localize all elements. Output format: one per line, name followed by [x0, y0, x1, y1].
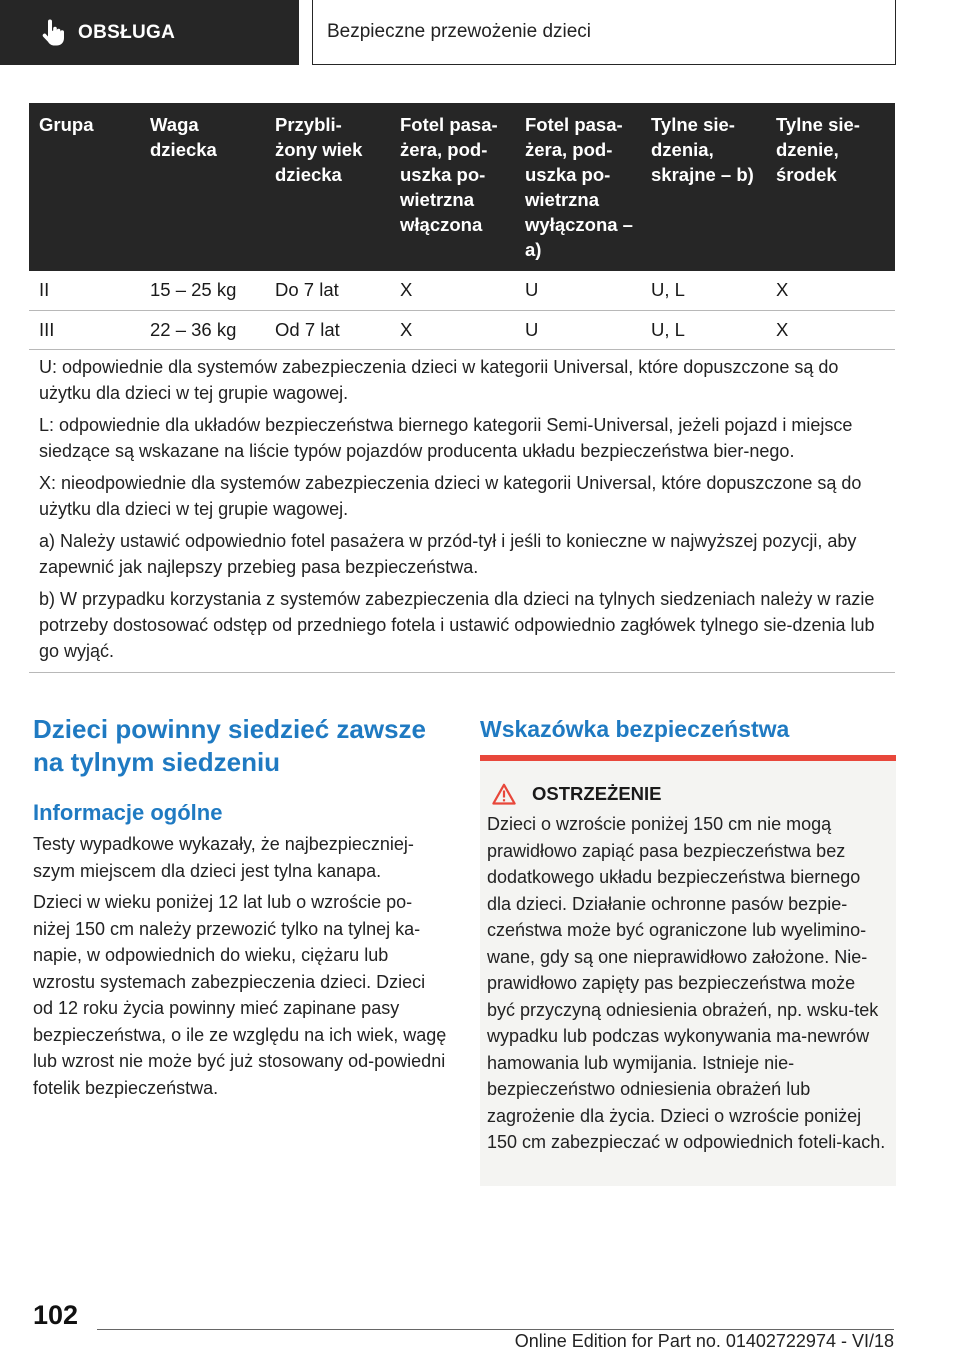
col-header-age: Przybli-żony wiek dziecka [265, 103, 390, 271]
hand-pointer-icon [40, 19, 66, 47]
table-cell: U, L [641, 310, 766, 349]
table-row [29, 271, 895, 310]
note-l: L: odpowiednie dla układów bezpieczeństwa biernego kategorii Semi-Universal, jeżeli pojazd i miejsce siedzące są wskazane na liście typów pojazdów producenta układu bezpieczeństwa bier-nego. [39, 415, 853, 461]
warning-text: Dzieci o wzroście poniżej 150 cm nie mogą prawidłowo zapiąć pasa bezpieczeństwa bez dodatkowego układu bezpieczeństwa biernego dla dzieci. Działanie ochronne pasów bezpie-czeństwa może być ograniczone lub wyelimino-wane, gdy są one nieprawidłowo założone. Nie-prawidłowo zapięty pas bezpieczeństwa może być przyczyną odniesienia obrażeń, np. wsku-tek wypadku lub podczas wykonywania ma-newrów hamowania lub wymijania. Istnieje nie-bezpieczeństwo odniesienia obrażeń lub zagrożenie dla życia. Dzieci o wzroście poniżej 150 cm zabezpieczać w odpowiednich foteli-kach. [487, 814, 886, 1152]
col-header-front-airbag-on: Fotel pasa-żera, pod-uszka po-wietrzna włączona [390, 103, 515, 271]
section-title: OBSŁUGA [78, 21, 176, 43]
table-cell: X [766, 271, 895, 310]
table-cell: X [390, 271, 515, 310]
section-tab[interactable] [0, 0, 299, 65]
table-cell: 22 – 36 kg [140, 310, 265, 349]
col-header-rear-outer: Tylne sie-dzenia, skrajne – b) [641, 103, 766, 271]
table-cell: U, L [641, 271, 766, 310]
note-x: X: nieodpowiednie dla systemów zabezpieczenia dzieci w kategorii Universal, które dopuszczone są do użytku dla dzieci w tej grupie wagowej. [39, 473, 862, 519]
right-column [480, 713, 896, 1186]
edition-note: Online Edition for Part no. 01402722974 - VI/18 [514, 1331, 894, 1351]
body-paragraph: Dzieci w wieku poniżej 12 lat lub o wzroście po-niżej 150 cm należy przewozić tylko na tylnej ka-napie, w odpowiednich do wieku, ciężaru lub wzrostu systemach zabezpieczenia dzieci. Dzieci od 12 roku życia powinny mieć zapinane pasy bezpieczeństwa, o ile ze względu na ich wiek, wagę lub wzrost nie może być już stosowany od-powiedni fotelik bezpieczeństwa. [33, 892, 447, 1098]
safety-heading: Wskazówka bezpieczeństwa [480, 716, 790, 742]
left-column [33, 713, 447, 1106]
table-notes [29, 348, 895, 673]
warning-title: OSTRZEŻENIE [532, 783, 662, 804]
table-cell: Od 7 lat [265, 310, 390, 349]
chapter-title: Bezpieczne przewożenie dzieci [312, 0, 896, 65]
table-cell: 15 – 25 kg [140, 271, 265, 310]
table-cell: X [766, 310, 895, 349]
col-header-rear-middle: Tylne sie-dzenie, środek [766, 103, 895, 271]
note-a: a) Należy ustawić odpowiednio fotel pasażera w przód-tył i jeśli to konieczne w najwyższej pozycji, aby zapewnić jak najlepszy przebieg pasa bezpieczeństwa. [39, 531, 857, 577]
table-cell: III [29, 310, 140, 349]
col-header-front-airbag-off: Fotel pasa-żera, pod-uszka po-wietrzna wyłączona – a) [515, 103, 641, 271]
table-cell: Do 7 lat [265, 271, 390, 310]
subsection-heading: Informacje ogólne [33, 800, 223, 825]
child-seat-table [29, 103, 895, 350]
table-cell: U [515, 310, 641, 349]
body-paragraph: Testy wypadkowe wykazały, że najbezpieczniej-szym miejscem dla dzieci jest tylna kanapa. [33, 834, 414, 881]
warning-triangle-icon [492, 783, 516, 805]
table-header-row [29, 103, 895, 271]
col-header-group: Grupa [29, 103, 140, 271]
footer-divider [97, 1329, 894, 1330]
page-number: 102 [33, 1300, 79, 1330]
col-header-weight: Waga dziecka [140, 103, 265, 271]
table-row [29, 310, 895, 349]
table-cell: X [390, 310, 515, 349]
warning-box [480, 761, 896, 1186]
note-u: U: odpowiednie dla systemów zabezpieczenia dzieci w kategorii Universal, które dopuszczone są do użytku dla dzieci w tej grupie wagowej. [39, 357, 839, 403]
table-cell: U [515, 271, 641, 310]
note-b: b) W przypadku korzystania z systemów zabezpieczenia dla dzieci na tylnych siedzeniach należy w razie potrzeby dostosować odstęp od przedniego fotela i ustawić odpowiednio zagłówek tylnego sie-dzenia lub go wyjąć. [39, 589, 875, 661]
section-heading: Dzieci powinny siedzieć zawsze na tylnym siedzeniu [33, 714, 427, 777]
warning-title-row [487, 783, 888, 805]
table-cell: II [29, 271, 140, 310]
